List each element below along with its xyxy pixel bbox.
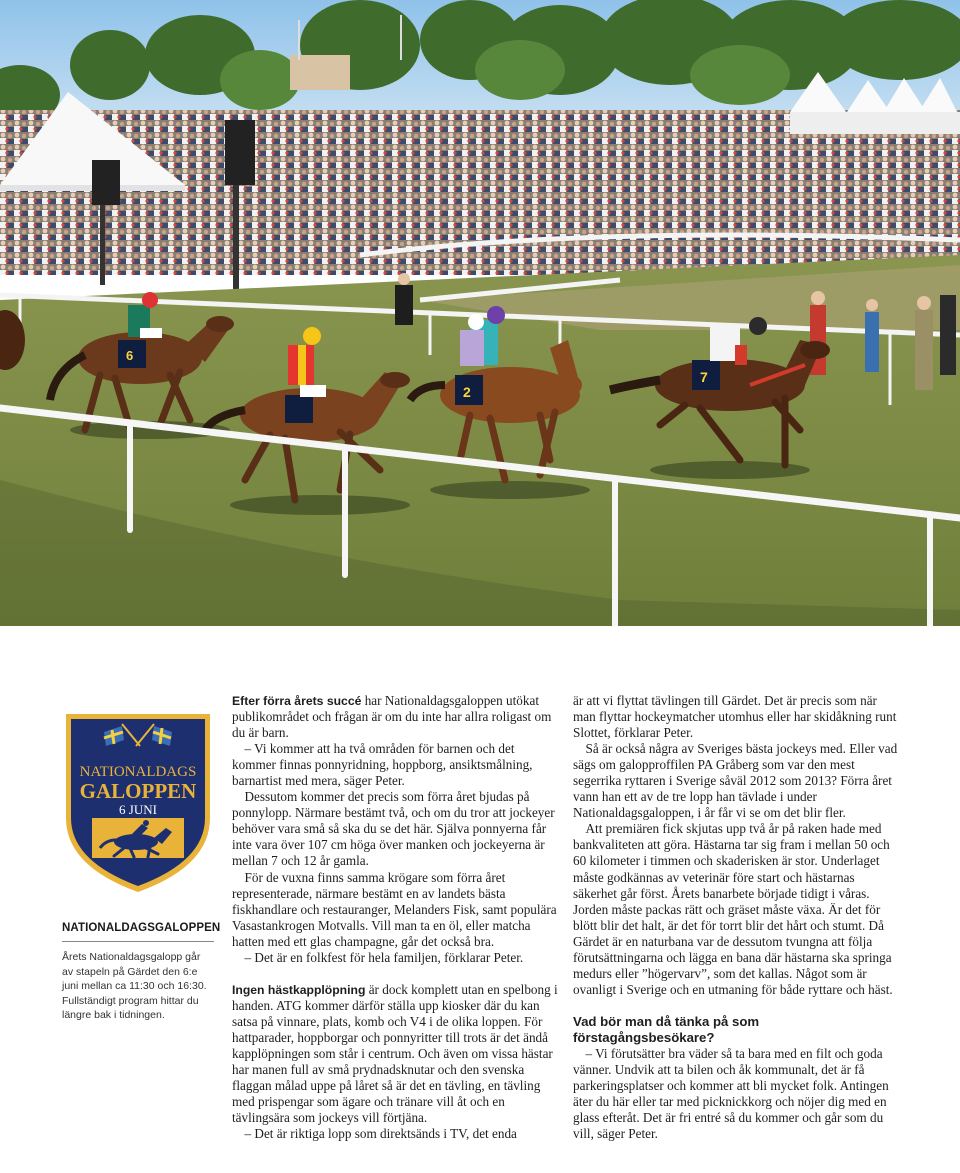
number-cloth-6: 6 bbox=[126, 348, 134, 363]
sidebar-text: Årets Nationaldagsgalopp går av stapeln på Gärdet den 6:e juni mellan ca 11:30 och 16:30. Fullständigt program hittar du längre bak i tidningen. bbox=[62, 951, 207, 1021]
lead-in: Ingen hästkapplöpning bbox=[232, 982, 366, 997]
logo-line2: GALOPPEN bbox=[79, 779, 197, 803]
article-paragraph: För de vuxna finns samma krögare som förra året representerade, närmare bestämt en av landets bästa fiskhandlare och restauranger, Melanders Fisk, samt populära Vasastankrogen Motvalls. Vill man ta en öl, eller matcha hatten med ett glas champagne, går det också bra. bbox=[232, 869, 557, 949]
racehorse-icon bbox=[92, 818, 184, 858]
article-paragraph: – Vi kommer att ha två områden för barnen och det kommer finnas ponnyridning, hoppborg, ansiktsmålning, barnartist med mera, säger Peter. bbox=[232, 741, 533, 789]
article-paragraph: är att vi flyttat tävlingen till Gärdet. Det är precis som när man flyttar hockeymatcher utomhus eller har skidåkning runt Slottet, förklarar Peter. bbox=[573, 693, 897, 741]
sidebar-heading: NATIONALDAGSGALOPPEN bbox=[62, 922, 221, 934]
subheading: Vad bör man då tänka på som förstagångsbesökare? bbox=[573, 1013, 760, 1045]
logo-line1: NATIONALDAGS bbox=[79, 764, 197, 780]
lead-in: Efter förra årets succé bbox=[232, 694, 362, 708]
article-paragraph: Dessutom kommer det precis som förra året bjudas på ponnylopp. Närmare bestämt två, och om du tror att jockeyer behöver vara små så ska du se det här. Själva ponnyerna får inte vara över 107 cm höga över manken och jockeyerna är mellan 7 och 12 år gamla. bbox=[232, 789, 555, 869]
article-paragraph: – Det är en folkfest för hela familjen, förklarar Peter. bbox=[244, 949, 524, 965]
article-column-2 bbox=[573, 693, 901, 1142]
number-cloth-2: 2 bbox=[463, 384, 471, 400]
article-paragraph bbox=[232, 982, 560, 1126]
article-paragraph: – Vi förutsätter bra väder så ta bara med en filt och goda vänner. Undvik att ta bilen och åk kommunalt, det är få parkeringsplatser och kommer att bli mycket folk. Antingen äter du här eller tar med picknickkorg och nöjer dig med en glass efteråt. Det är fri entré så du kommer och går som du vill, säger Peter. bbox=[573, 1045, 889, 1142]
article-paragraph: Att premiären fick skjutas upp två år på raken hade med bankvaliteten att göra. Hästarna tar sig fram i mellan 50 och 60 kilometer i timmen och skaderisken är stor. Underlaget måste godkännas av veterinär före start och hästarnas säkerhet går först. Årets banarbete började tidigt i våras. Jorden måste packas rätt och gräset måste växa. Är det för blött blir det halt, är det för torrt blir det hårt och stumt. Då Gärdet är en naturbana var de dessutom tvungna att följa förutsättningarna och lägga en bana där hästarna ska springa medurs eller ”högervarv”, som det kallas. Något som är ovanligt i Sverige och en utmaning för både ryttare och häst. bbox=[573, 821, 893, 997]
article-paragraph bbox=[232, 693, 560, 741]
sidebar-divider bbox=[62, 941, 214, 942]
paragraph-text: är dock komplett utan en spelbong i handen. ATG kommer därför ställa upp kiosker där du kan satsa på vinnare, plats, komb och V4 i de olika loppen. För hattparader, hoppborgar och ponnyritter till trots är det ändå kapplöpningen som står i centrum. Och även om vissa hästar har manen full av små prydnadsknutar och den svenska flaggan målad uppe på låret så är det en tävling, en tävling med prispengar som ägare och tränare vill åt och en tävlingsära som jockeys vill förtjäna. bbox=[232, 981, 558, 1126]
article-column-1 bbox=[232, 693, 560, 1142]
logo-date: 6 JUNI bbox=[119, 802, 157, 817]
article-paragraph: Så är också några av Sveriges bästa jockeys med. Eller vad sägs om galopproffilen PA Gråberg som var den mest segerrika ryttaren i Sverige såväl 2012 som 2013? Förra året vann han ett av de tre lopp han tävlade i under Nationaldagsgaloppen, i år får vi se om det blir fler. bbox=[573, 741, 898, 821]
article-paragraph: – Det är riktiga lopp som direktsänds i TV, det enda bbox=[244, 1126, 517, 1142]
number-cloth-7: 7 bbox=[700, 369, 708, 385]
nationaldagsgaloppen-logo bbox=[62, 706, 214, 896]
paragraph-text: har Nationaldagsgaloppen utökat publikområdet och frågan är om du inte har allra roligast om du är barn. bbox=[232, 693, 552, 741]
